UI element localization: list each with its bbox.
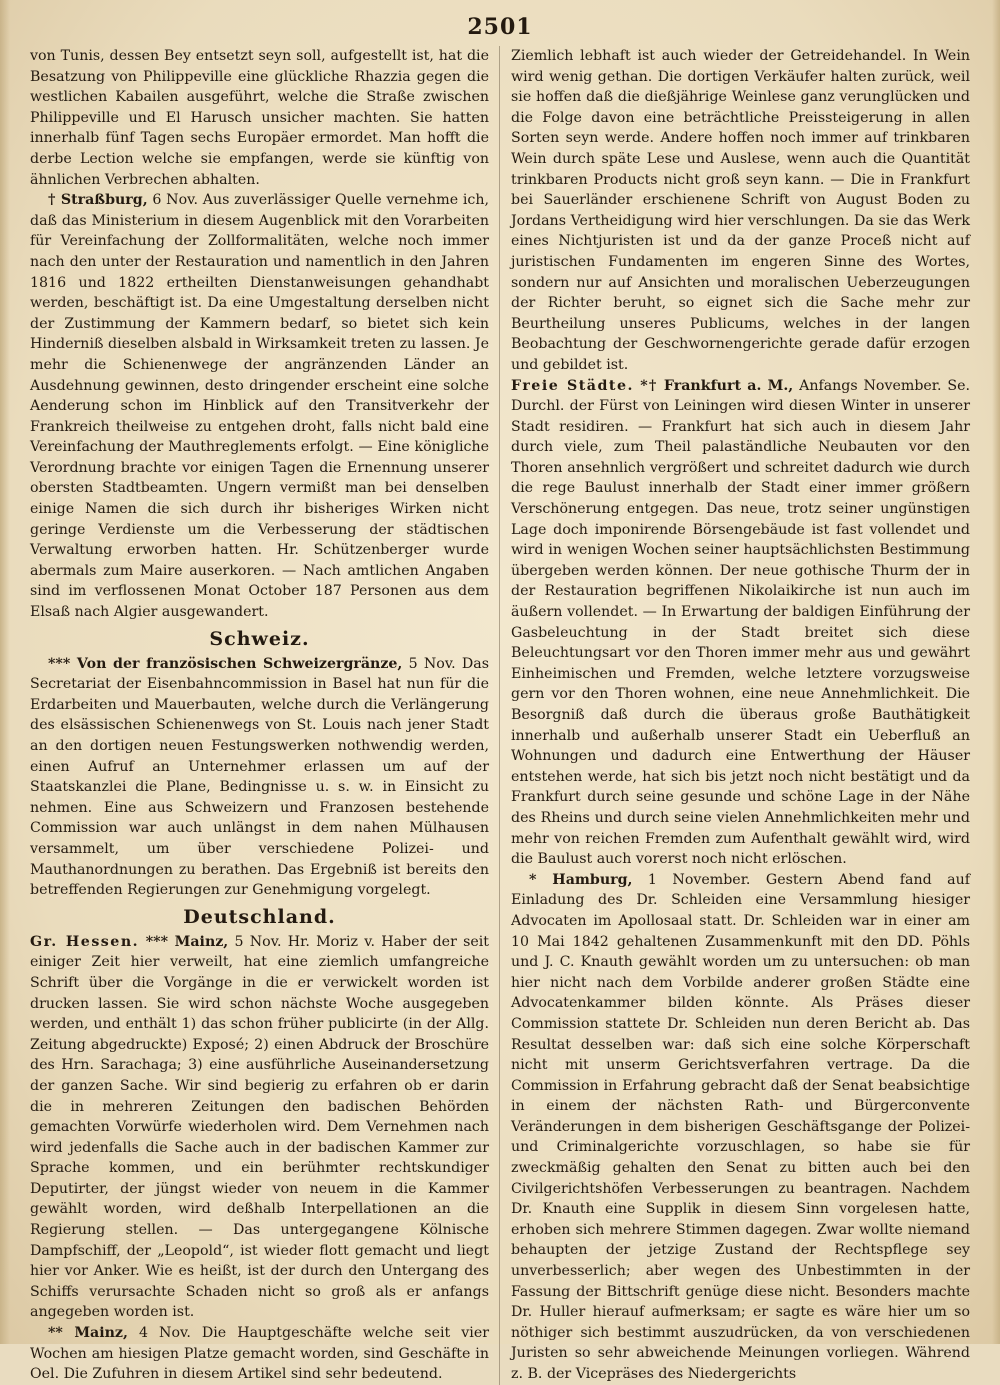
body-frankfurt: Anfangs November. Se. Durchl. der Fürst von Leiningen wird diesen Winter in unserer Stadt residiren. — Frankfurt hat sich auch in diesem Jahr durch viele, zum Theil palaständliche Neubauten vor den Thoren ansehnlich vergrößert und schreitet dadurch wie durch die rege Baulust innerhalb der Stadt einer immer größern Verschönerung entgegen. Das neue, trotz seiner ungünstigen Lage doch imponirende Börsengebäude ist fast vollendet und wird in wenigen Wochen seiner hauptsächlichsten Bestimmung übergeben werden können. Der neue gothische Thurm der in der Restauration begriffenen Nikolaikirche ist nun auch im äußern vollendet. — In Erwartung der baldigen Einführung der Gasbeleuchtung in der Stadt breitet sich diese Beleuchtungsart vor den Thoren immer mehr aus und gewährt Einheimischen und Fremden, welche letztere vorzugsweise gern vor den Thoren wohnen, eine neue Annehmlichkeit. Die Besorgniß daß durch die überaus große Bauthätigkeit innerhalb und außerhalb unserer Stadt ein Ueberfluß an Wohnungen und dadurch eine Entwerthung der Häuser entstehen werde, hat sich bis jetzt noch nicht bestätigt und da Frankfurt durch seine gesunde und schöne Lage in der Nähe des Rheins und durch seine vielen Annehmlichkeiten mehr und mehr von reichen Fremden zum Aufenthalt gewählt wird, wird die Baulust auch vorerst noch nicht erlöschen. — [511, 377, 970, 868]
body-schweizergraenze: Das Secretariat der Eisenbahncommission in Basel hat nun für die Erdarbeiten und Mauerbauten, welche durch die Verlängerung des elsässischen Schienenwegs von St. Louis nach jener Stadt an den dortigen neuen Festungswerken nothwendig werden, einen Aufruf an Unternehmer erlassen um auf der Staatskanzlei die Plane, Bedingnisse u. s. w. in Einsicht zu nehmen. Eine aus Schweizern und Franzosen bestehende Commission war auch unlängst in dem nahen Mülhausen versammelt, um über verschiedene Polizei- und Mauthanordnungen zu berathen. Das Ergebniß ist bereits den betreffenden Regierungen zur Genehmigung vorgelegt. — [30, 655, 489, 899]
page-number: 2501 — [467, 14, 533, 40]
section-heading-schweiz: Schweiz. — [209, 627, 310, 650]
text-columns — [30, 46, 970, 1385]
article-mainz-continuation: Ziemlich lebhaft ist auch wieder der Getreidehandel. In Wein wird wenig gethan. Die dortigen Verkäufer halten zurück, weil sie hoffen daß die dießjährige Weinlese ganz verunglücken und die Folge davon eine beträchtliche Preissteigerung in allen Sorten seyn werde. Andere hoffen noch immer auf trinkbaren Wein durch späte Lese und Auslese, wenn auch die Quantität trinkbaren Products nicht groß seyn kann. — Die in Frankfurt bei Sauerländer erschienene Schrift von August Boden zu Jordans Vertheidigung wird hier verschlungen. Da sie das Werk eines Nichtjuristen ist und da der ganze Proceß nicht auf juristischen Fundamenten im engeren Sinne des Wortes, sondern nur auf Ansichten und moralischen Ueberzeugungen der Richter beruht, so eignet sich die Sache mehr zur Beurtheilung unseres Publicums, welches in der langen Beobachtung der Geschwornengerichte gerade dafür erzogen und gebildet ist. — [511, 48, 970, 373]
body-mainz-4nov: Die Hauptgeschäfte welche seit vier Wochen am hiesigen Platze gemacht worden, sind Geschäfte in Oel. Die Zufuhren in diesem Artikel sind sehr bedeutend. — [30, 1325, 489, 1383]
dateline-schweizergraenze: *** Von der französischen Schweizergränze, — [48, 655, 403, 672]
dateline-mainz-5nov: *** Mainz, — [139, 933, 229, 950]
left-column — [30, 46, 489, 1385]
article-frankfurt — [511, 376, 970, 870]
right-column — [511, 46, 970, 1385]
section-heading-deutschland: Deutschland. — [183, 905, 336, 928]
region-freie-staedte: Freie Städte. — [511, 377, 634, 394]
body-hamburg: Gestern Abend fand auf Einladung des Dr. Schleiden eine Versammlung hiesiger Advocaten im Apollosaal statt. Dr. Schleiden war in einer am 10 Mai 1842 gehaltenen Zusammenkunft mit den DD. Pöhls und J. C. Knauth gewählt worden um zu untersuchen: ob man hier nicht nach dem Vorbilde anderer großen Städte eine Advocatenkammer bilden könnte. Als Präses dieser Commission stattete Dr. Schleiden nun deren Bericht ab. Das Resultat desselben war: daß sich eine solche Körperschaft nicht mit unserm Gerichtsverfahren vertrage. Da die Commission in Erfahrung gebracht daß der Senat beabsichtige in einem der nächsten Rath- und Bürgerconvente Veränderungen in dem bisherigen Geschäftsgange der Polizei- und Criminalgerichte vorzuschlagen, so habe sie für zweckmäßig gehalten den Senat zu bitten auch bei den Civilgerichtshöfen Verbesserungen zu beantragen. Nachdem Dr. Knauth eine Supplik in diesem Sinn vorgelesen hatte, erhoben sich mehrere Stimmen dagegen. Zwar wollte niemand behaupten der jetzige Zustand der Rechtspflege sey unverbesserlich; aber wegen des Unbestimmten in der Fassung der Bittschrift genüge diese nicht. Besonders machte Dr. Huller hierauf aufmerksam; er sagte es wäre hier um so nöthiger sich bestimmt auszudrücken, da von verschiedenen Juristen so sehr abweichende Meinungen vorliegen. Während z. B. der Vicepräses des Niedergerichts — [511, 871, 970, 1382]
article-strassburg — [30, 190, 489, 622]
region-gr-hessen: Gr. Hessen. — [30, 933, 140, 950]
article-mainz-4nov — [30, 1323, 489, 1385]
body-strassburg: Aus zuverlässiger Quelle vernehme ich, daß das Ministerium in diesem Augenblick mit den Vorarbeiten für Vereinfachung der Zollformalitäten, welche noch immer nach den unter der Restauration und namentlich in den Jahren 1816 und 1822 ertheilten Dienstanweisungen gehandhabt werden, beschäftigt ist. Da eine Umgestaltung derselben nicht der Zustimmung der Kammern bedarf, so bietet sich kein Hinderniß dieselben alsbald in Wirksamkeit treten zu lassen. Je mehr die Schienenwege der angränzenden Länder an Ausdehnung gewinnen, desto dringender erscheint eine solche Aenderung schon im Hinblick auf den Transitverkehr der Frankreich theilweise zu entgehen droht, falls nicht bald eine Vereinfachung der Mauthreglements erfolgt. — Eine königliche Verordnung brachte vor einigen Tagen die Ernennung unserer obersten Stadtbeamten. Ungern vermißt man bei denselben einige Namen die sich durch ihr bisheriges Wirken nicht geringe Verdienste um die Verbesserung der städtischen Verwaltung erworben hatten. Hr. Schützenberger wurde abermals zum Maire auserkoren. — Nach amtlichen Angaben sind im verflossenen Monat October 187 Personen aus dem Elsaß nach Algier ausgewandert. — [30, 192, 489, 621]
date-mainz-4nov: 4 Nov. — [127, 1325, 191, 1342]
article-hamburg — [511, 870, 970, 1385]
body-mainz-5nov: Hr. Moriz v. Haber der seit einiger Zeit hier verweilt, hat eine ziemlich umfangreiche Schrift über die Vorgänge in die er verwickelt worden ist drucken lassen. Sie wird schon nächste Woche ausgegeben werden, und enthält 1) das schon früher publicirte (in der Allg. Zeitung abgedruckte) Exposé; 2) einen Abdruck der Broschüre des Hrn. Sarachaga; 3) eine ausführliche Auseinandersetzung der ganzen Sache. Wir sind begierig zu erfahren ob er darin die in mehreren Zeitungen den badischen Behörden gemachten Vorwürfe wiederholen wird. Dem Vernehmen nach wird jedenfalls die Sache auch in der badischen Kammer zur Sprache kommen, und ein berühmter rechtskundiger Deputirter, der jüngst wieder von neuem in die Kammer gewählt worden, wird deßhalb Interpellationen an die Regierung stellen. — Das untergegangene Kölnische Dampfschiff, der „Leopold“, ist wieder flott gemacht und liegt hier vor Anker. Wie es heißt, ist der durch den Untergang des Schiffs verursachte Schaden nicht so groß als er anfangs angegeben worden ist. — [30, 933, 489, 1321]
dateline-mainz-4nov: ** Mainz, — [48, 1325, 128, 1342]
page-edge-shadow-right — [992, 0, 1000, 1344]
dateline-frankfurt: *† Frankfurt a. M., — [633, 377, 794, 394]
article-tunis-continuation: von Tunis, dessen Bey entsetzt seyn soll, aufgestellt ist, hat die Besatzung von Philippeville eine glückliche Rhazzia gegen die westlichen Kabailen ausgeführt, welche die Straße zwischen Philippeville und El Harusch unsicher machten. Sie hatten innerhalb fünf Tagen sechs Europäer ermordet. Man hofft die derbe Lection welche sie empfangen, werde sie künftig von ähnlichen Verbrechen abhalten. — [30, 48, 489, 188]
dateline-strassburg: † Straßburg, — [48, 192, 148, 209]
article-schweizergraenze — [30, 654, 489, 901]
date-strassburg: 6 Nov. — [147, 192, 198, 209]
date-schweizergraenze: 5 Nov. — [402, 655, 456, 672]
article-mainz-5nov — [30, 932, 489, 1323]
date-mainz-5nov: 5 Nov. — [228, 933, 282, 950]
dateline-hamburg: * Hamburg, — [529, 871, 633, 888]
column-divider — [499, 46, 500, 1385]
page-edge-shadow-left — [0, 0, 10, 1344]
date-hamburg: 1 November. — [632, 871, 751, 888]
